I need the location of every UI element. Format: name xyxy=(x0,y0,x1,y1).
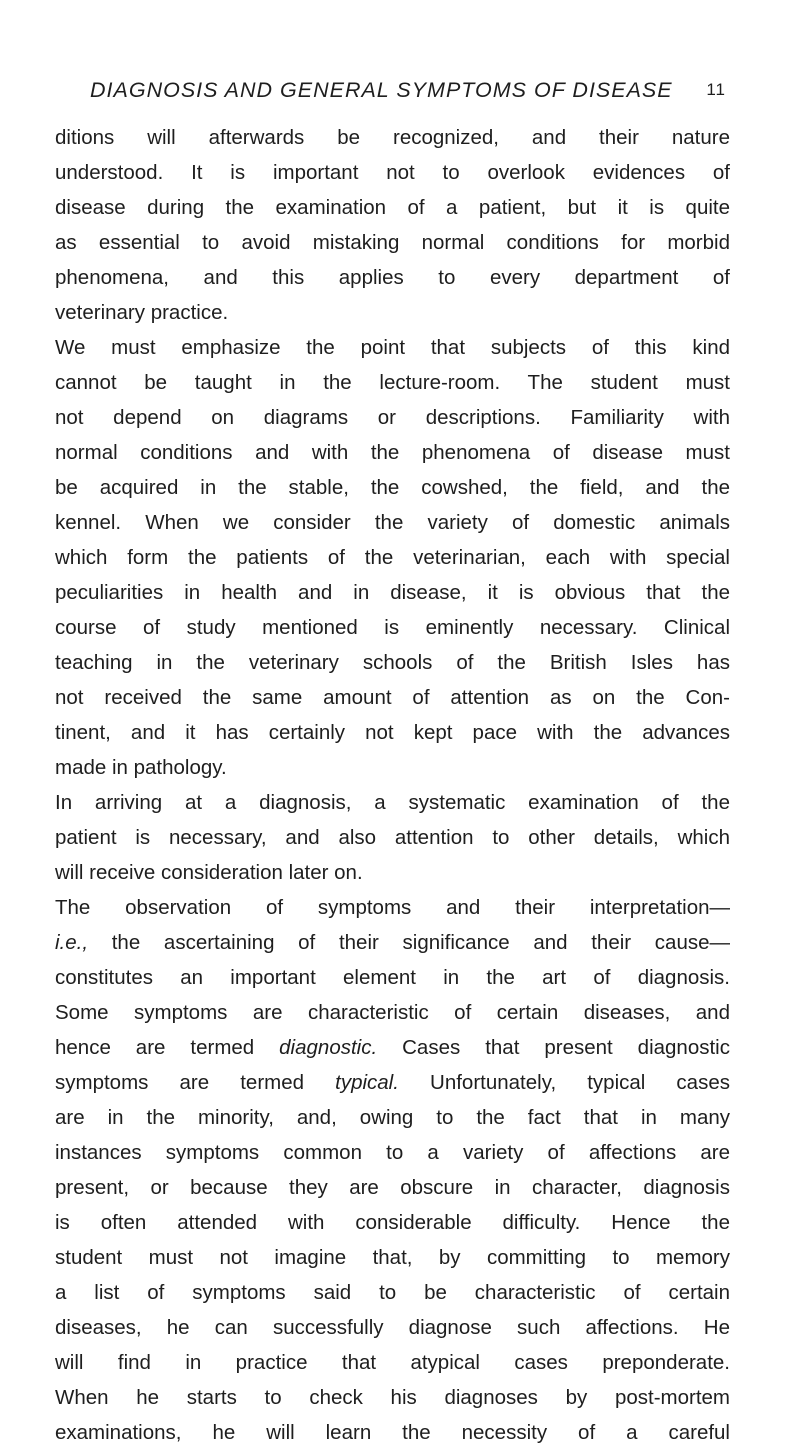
text-line: ditions will afterwards be recognized, and their nature xyxy=(55,126,730,149)
body-text xyxy=(55,120,730,1450)
text-line: kennel. When we consider the variety of domestic animals xyxy=(55,511,730,534)
text-line: disease during the examination of a patient, but it is quite xyxy=(55,196,730,219)
text-segment: the ascertaining of their significance and their cause— xyxy=(88,931,730,954)
text-line: phenomena, and this applies to every department of xyxy=(55,266,730,289)
text-line: constitutes an important element in the art of diagnosis. xyxy=(55,966,730,989)
italic-term: typical. xyxy=(335,1071,399,1094)
text-line: not depend on diagrams or descriptions. Familiarity with xyxy=(55,406,730,429)
italic-term: i.e., xyxy=(55,931,89,954)
text-line: course of study mentioned is eminently necessary. Clinical xyxy=(55,616,730,639)
text-line: Some symptoms are characteristic of certain diseases, and xyxy=(55,1001,730,1024)
text-line: examinations, he will learn the necessity of a careful xyxy=(55,1421,730,1444)
text-line: peculiarities in health and in disease, it is obvious that the xyxy=(55,581,730,604)
paragraph-start-line: We must emphasize the point that subjects of this kind xyxy=(55,336,730,359)
paragraph-start-line: The observation of symptoms and their interpretation— xyxy=(55,896,730,919)
text-segment: symptoms are termed xyxy=(55,1071,336,1094)
text-line: normal conditions and with the phenomena of disease must xyxy=(55,441,730,464)
text-line: will find in practice that atypical cases preponderate. xyxy=(55,1351,730,1374)
text-line: are in the minority, and, owing to the fact that in many xyxy=(55,1106,730,1129)
text-line: veterinary practice. xyxy=(55,301,229,324)
text-line: understood. It is important not to overlook evidences of xyxy=(55,161,730,184)
text-segment: Unfortunately, typical cases xyxy=(398,1071,730,1094)
text-line: not received the same amount of attention as on the Con- xyxy=(55,686,730,709)
text-line: which form the patients of the veterinarian, each with special xyxy=(55,546,730,569)
text-line xyxy=(55,925,730,960)
text-line: as essential to avoid mistaking normal conditions for morbid xyxy=(55,231,730,254)
text-line: be acquired in the stable, the cowshed, the field, and the xyxy=(55,476,730,499)
text-line: diseases, he can successfully diagnose such affections. He xyxy=(55,1316,730,1339)
text-line: will receive consideration later on. xyxy=(55,861,363,884)
running-title: DIAGNOSIS AND GENERAL SYMPTOMS OF DISEASE xyxy=(90,78,673,102)
text-line: a list of symptoms said to be characteristic of certain xyxy=(55,1281,730,1304)
text-segment: Cases that present diagnostic xyxy=(377,1036,730,1059)
page-number: 11 xyxy=(706,80,726,99)
text-line: When he starts to check his diagnoses by post-mortem xyxy=(55,1386,730,1409)
text-line: tinent, and it has certainly not kept pace with the advances xyxy=(55,721,730,744)
text-line: made in pathology. xyxy=(55,756,227,779)
text-line xyxy=(55,1065,730,1100)
text-line: patient is necessary, and also attention to other details, which xyxy=(55,826,730,849)
text-line: present, or because they are obscure in character, diagnosis xyxy=(55,1176,730,1199)
italic-term: diagnostic. xyxy=(279,1036,378,1059)
text-line: cannot be taught in the lecture-room. The student must xyxy=(55,371,730,394)
text-segment: hence are termed xyxy=(55,1036,280,1059)
text-line: student must not imagine that, by committing to memory xyxy=(55,1246,730,1269)
paragraph-start-line: In arriving at a diagnosis, a systematic examination of the xyxy=(55,791,730,814)
text-line: is often attended with considerable difficulty. Hence the xyxy=(55,1211,730,1234)
running-head xyxy=(90,78,726,108)
text-line xyxy=(55,1030,730,1065)
text-line: teaching in the veterinary schools of the British Isles has xyxy=(55,651,730,674)
text-line: instances symptoms common to a variety of affections are xyxy=(55,1141,730,1164)
